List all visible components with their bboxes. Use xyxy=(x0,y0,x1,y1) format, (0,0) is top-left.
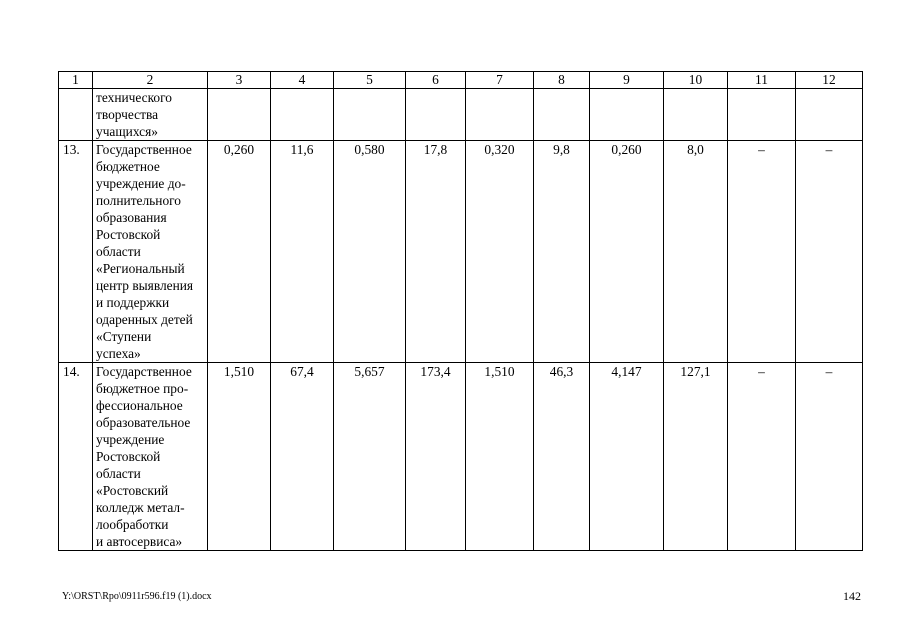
column-header: 4 xyxy=(271,72,334,89)
column-header: 5 xyxy=(334,72,406,89)
value-cell: 46,3 xyxy=(534,363,590,551)
column-header: 3 xyxy=(208,72,271,89)
column-header: 6 xyxy=(406,72,466,89)
value-cell: 67,4 xyxy=(271,363,334,551)
page-number: 142 xyxy=(843,589,861,603)
column-header: 10 xyxy=(664,72,728,89)
column-header: 9 xyxy=(590,72,664,89)
value-cell xyxy=(590,89,664,141)
header-row xyxy=(59,72,863,89)
value-cell: 127,1 xyxy=(664,363,728,551)
value-cell: 0,260 xyxy=(208,141,271,363)
value-cell xyxy=(208,89,271,141)
column-header: 8 xyxy=(534,72,590,89)
value-cell xyxy=(534,89,590,141)
value-cell: – xyxy=(796,141,863,363)
value-cell xyxy=(796,89,863,141)
value-cell: 0,320 xyxy=(466,141,534,363)
column-header: 7 xyxy=(466,72,534,89)
column-header: 12 xyxy=(796,72,863,89)
value-cell: 1,510 xyxy=(466,363,534,551)
table-row xyxy=(59,363,863,551)
value-cell xyxy=(406,89,466,141)
institution-name: технического творчества учащихся» xyxy=(93,89,208,141)
value-cell: 1,510 xyxy=(208,363,271,551)
institution-name: Государственное бюджетное учреждение до- полнительного образования Ростовской области «Региональный центр выявления и поддержки одаренных детей «Ступени успеха» xyxy=(93,141,208,363)
value-cell xyxy=(271,89,334,141)
row-number xyxy=(59,89,93,141)
value-cell: – xyxy=(728,141,796,363)
value-cell: – xyxy=(728,363,796,551)
column-header: 11 xyxy=(728,72,796,89)
value-cell xyxy=(466,89,534,141)
value-cell xyxy=(334,89,406,141)
value-cell: 9,8 xyxy=(534,141,590,363)
value-cell xyxy=(664,89,728,141)
column-header: 2 xyxy=(93,72,208,89)
footer-file-path: Y:\ORST\Rpo\0911r596.f19 (1).docx xyxy=(62,591,212,602)
value-cell: 17,8 xyxy=(406,141,466,363)
value-cell: 5,657 xyxy=(334,363,406,551)
column-header: 1 xyxy=(59,72,93,89)
table-row xyxy=(59,141,863,363)
value-cell: – xyxy=(796,363,863,551)
value-cell: 11,6 xyxy=(271,141,334,363)
value-cell: 0,260 xyxy=(590,141,664,363)
value-cell: 4,147 xyxy=(590,363,664,551)
value-cell xyxy=(728,89,796,141)
row-number: 14. xyxy=(59,363,93,551)
row-number: 13. xyxy=(59,141,93,363)
value-cell: 8,0 xyxy=(664,141,728,363)
value-cell: 173,4 xyxy=(406,363,466,551)
institution-name: Государственное бюджетное про- фессиональное образовательное учреждение Ростовской области «Ростовский колледж метал- лообработки и автосервиса» xyxy=(93,363,208,551)
value-cell: 0,580 xyxy=(334,141,406,363)
table-row xyxy=(59,89,863,141)
data-table xyxy=(58,71,863,551)
